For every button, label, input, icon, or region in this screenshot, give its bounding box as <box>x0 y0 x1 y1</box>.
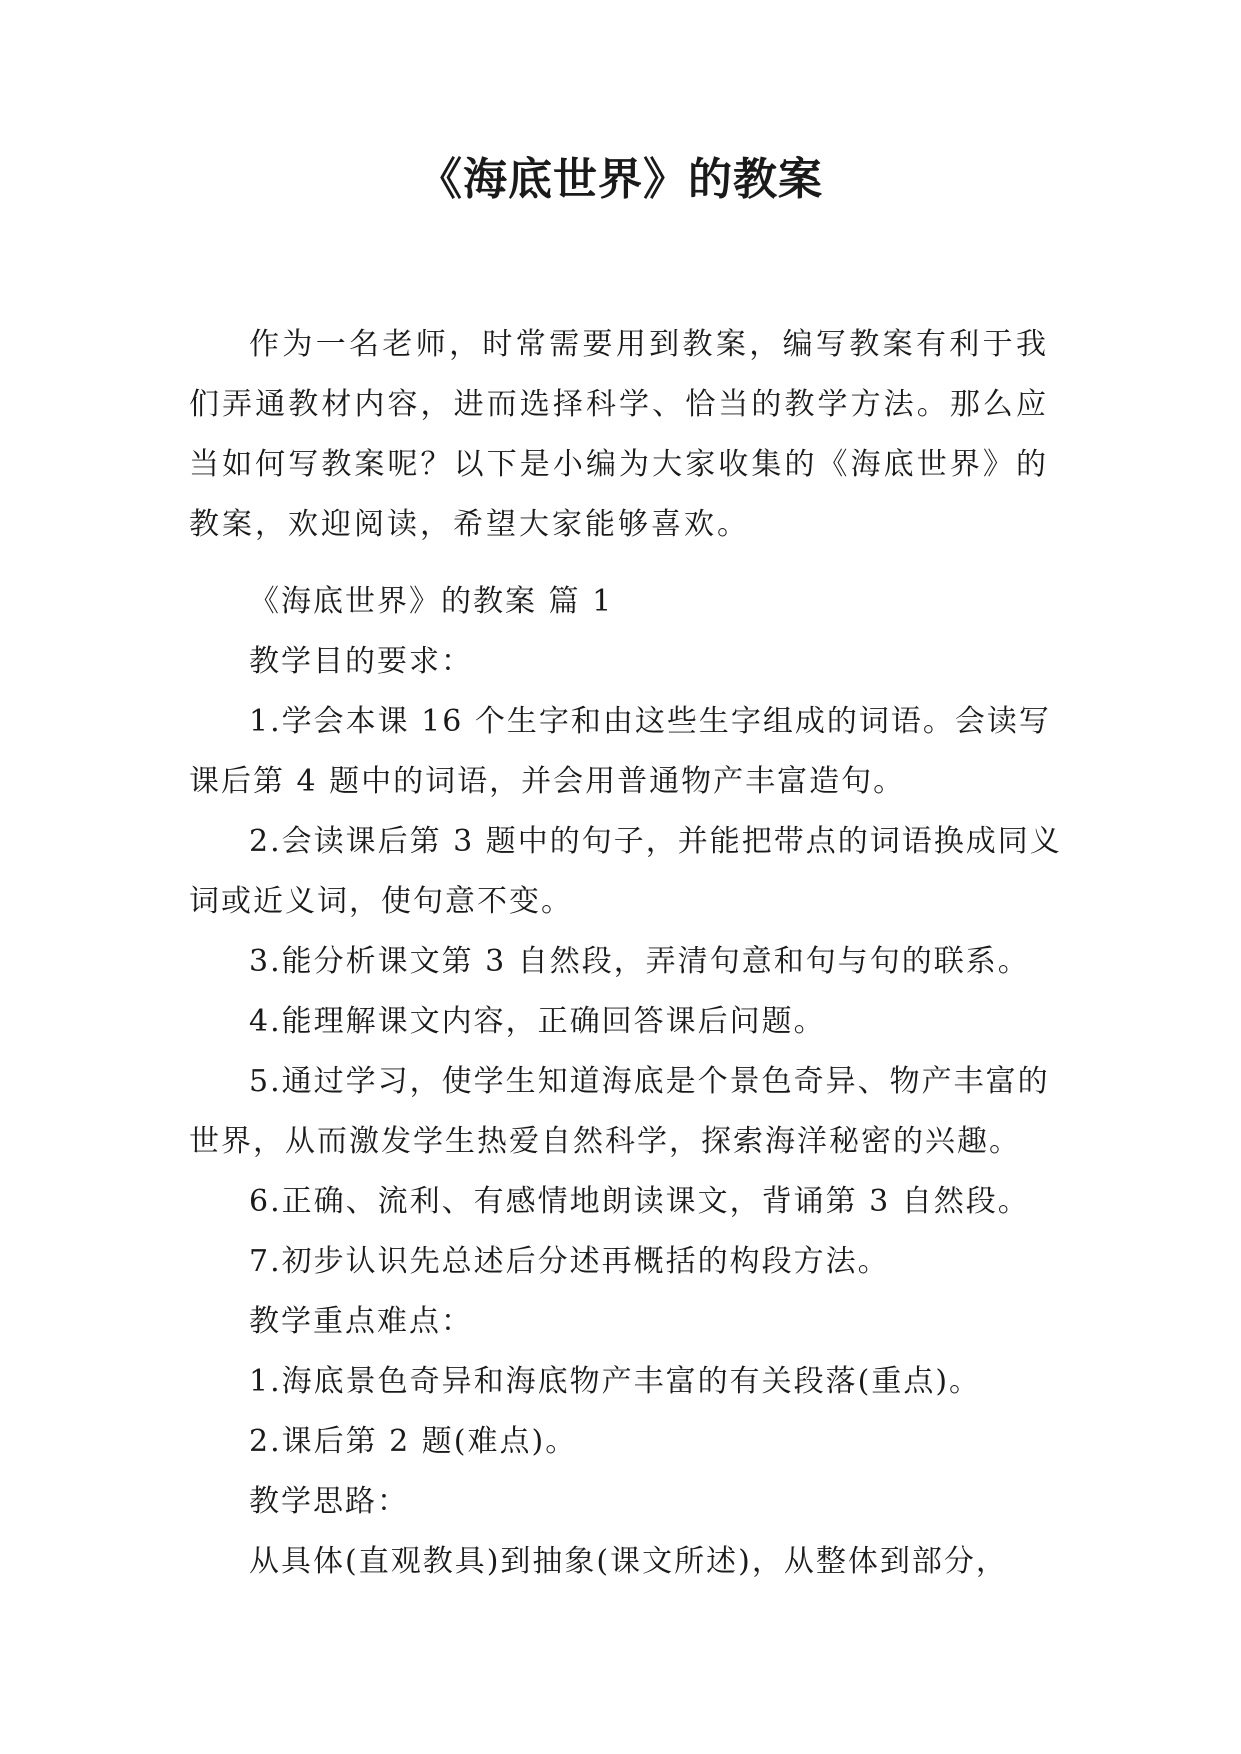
objective-item: 7.初步认识先总述后分述再概括的构段方法。 <box>249 1244 890 1279</box>
document-title: 《海底世界》的教案 <box>418 154 823 205</box>
section-heading: 《海底世界》的教案 篇 1 <box>249 584 614 619</box>
intro-paragraph: 作为一名老师，时常需要用到教案，编写教案有利于我们弄通教材内容，进而选择科学、恰当的教学方法。那么应当如何写教案呢？以下是小编为大家收集的《海底世界》的教案，欢迎阅读，希望大家能够喜欢。 <box>189 327 1049 542</box>
objective-item: 5.通过学习，使学生知道海底是个景色奇异、物产丰富的世界，从而激发学生热爱自然科学，探索海洋秘密的兴趣。 <box>189 1064 1050 1159</box>
objective-item: 6.正确、流利、有感情地朗读课文，背诵第 3 自然段。 <box>249 1184 1030 1219</box>
subheading-objectives: 教学目的要求： <box>249 644 473 679</box>
body-content <box>189 572 1069 1592</box>
subheading-teaching-approach: 教学思路： <box>249 1484 409 1519</box>
objective-item: 4.能理解课文内容，正确回答课后问题。 <box>249 1004 826 1039</box>
key-point-item: 2.课后第 2 题(难点)。 <box>249 1424 578 1459</box>
subheading-key-points: 教学重点难点： <box>249 1304 473 1339</box>
objective-item: 1.学会本课 16 个生字和由这些生字组成的词语。会读写课后第 4 题中的词语，并会用普通物产丰富造句。 <box>189 704 1051 799</box>
teaching-approach-text: 从具体(直观教具)到抽象(课文所述)，从整体到部分， <box>249 1544 1008 1579</box>
objective-item: 2.会读课后第 3 题中的句子，并能把带点的词语换成同义词或近义词，使句意不变。 <box>189 824 1062 919</box>
objective-item: 3.能分析课文第 3 自然段，弄清句意和句与句的联系。 <box>249 944 1030 979</box>
key-point-item: 1.海底景色奇异和海底物产丰富的有关段落(重点)。 <box>249 1364 982 1399</box>
